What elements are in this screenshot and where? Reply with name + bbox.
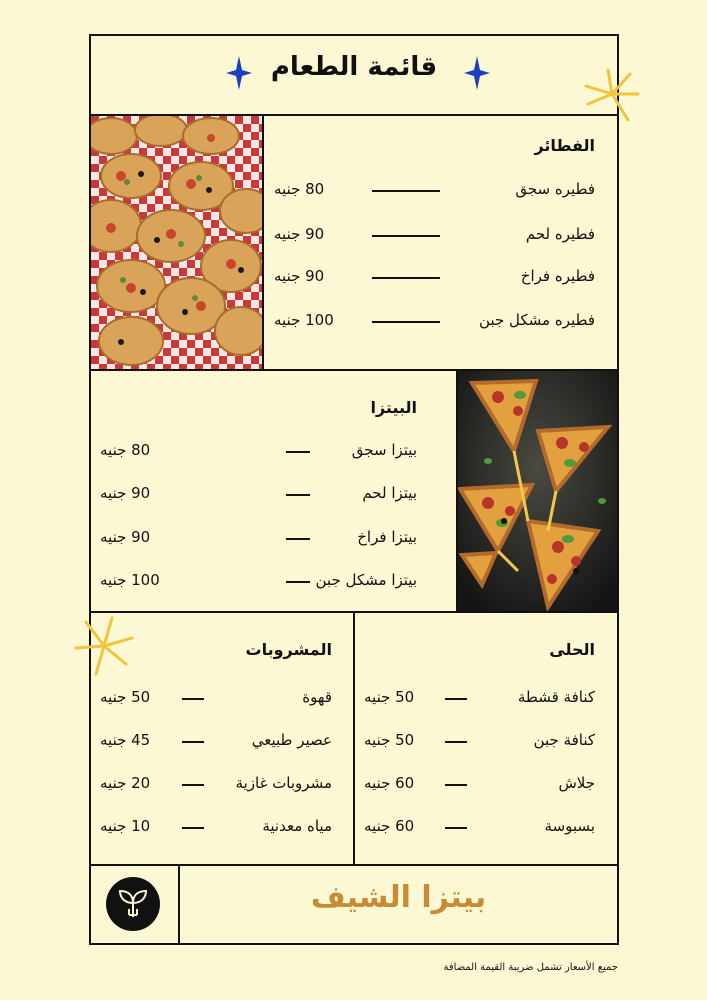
price-leader-line [286, 451, 310, 453]
menu-item-price: 50 جنيه [364, 731, 415, 749]
price-leader-line [445, 784, 467, 786]
section-title-pastries: الفطائر [534, 136, 595, 155]
price-leader-line [445, 698, 467, 700]
menu-item-price: 50 جنيه [364, 688, 415, 706]
menu-item [99, 528, 417, 548]
menu-item-name: فطيره فراخ [520, 267, 595, 285]
divider [353, 611, 355, 865]
menu-item-price: 10 جنيه [100, 817, 151, 835]
menu-item [96, 688, 332, 708]
menu-item [96, 731, 332, 751]
menu-item-name: جلاش [558, 774, 595, 792]
menu-item-name: قهوة [302, 688, 332, 706]
price-leader-line [372, 277, 440, 279]
menu-item-name: كنافة قشطة [517, 688, 595, 706]
menu-item-price: 20 جنيه [100, 774, 151, 792]
menu-item-price: 90 جنيه [100, 484, 151, 502]
price-leader-line [286, 494, 310, 496]
menu-item [363, 817, 595, 837]
menu-item [96, 817, 332, 837]
menu-item-name: فطيره لحم [525, 225, 595, 243]
menu-item [363, 688, 595, 708]
menu-item-name: مياه معدنية [262, 817, 332, 835]
menu-item-price: 90 جنيه [100, 528, 151, 546]
menu-item-name: مشروبات غازية [235, 774, 332, 792]
section-title-pizza: البيتزا [370, 398, 417, 417]
menu-item-price: 80 جنيه [100, 441, 151, 459]
menu-item-name: فطيره مشكل جبن [479, 311, 595, 329]
menu-item [363, 731, 595, 751]
menu-item-name: فطيره سجق [515, 180, 595, 198]
menu-item-price: 100 جنيه [100, 571, 160, 589]
menu-item-price: 80 جنيه [274, 180, 325, 198]
menu-item-name: بيتزا فراخ [357, 528, 417, 546]
menu-item [99, 571, 417, 591]
price-leader-line [372, 235, 440, 237]
menu-item [96, 774, 332, 794]
menu-item-name: بيتزا لحم [362, 484, 417, 502]
menu-item-name: بسبوسة [544, 817, 595, 835]
price-leader-line [286, 538, 310, 540]
price-leader-line [182, 741, 204, 743]
sparkle-icon [580, 64, 644, 128]
section-title-drinks: المشروبات [245, 640, 332, 659]
price-leader-line [445, 741, 467, 743]
price-leader-line [445, 827, 467, 829]
section-title-desserts: الحلى [549, 640, 595, 659]
menu-title: قائمة الطعام [270, 52, 438, 82]
fork-leaf-icon [106, 877, 160, 931]
menu-item-price: 60 جنيه [364, 774, 415, 792]
menu-item [83, 267, 595, 287]
price-leader-line [182, 784, 204, 786]
menu-item [83, 311, 595, 331]
logo [106, 877, 160, 931]
price-leader-line [182, 827, 204, 829]
price-leader-line [372, 321, 440, 323]
menu-item-name: بيتزا مشكل جبن [315, 571, 417, 589]
menu-item-name: عصير طبيعي [251, 731, 332, 749]
menu-item-price: 45 جنيه [100, 731, 151, 749]
price-leader-line [372, 190, 440, 192]
star-icon [464, 56, 490, 90]
menu-item-price: 50 جنيه [100, 688, 151, 706]
menu-item-price: 90 جنيه [274, 225, 325, 243]
menu-item-price: 100 جنيه [274, 311, 334, 329]
menu-item [99, 484, 417, 504]
menu-item-name: كنافة جبن [533, 731, 595, 749]
menu-item-name: بيتزا سجق [351, 441, 417, 459]
menu-item [83, 225, 595, 245]
price-leader-line [182, 698, 204, 700]
sparkle-icon [72, 616, 136, 680]
menu-item [83, 180, 595, 200]
brand-name: بيتزا الشيف [310, 880, 487, 915]
pizza-photo [458, 371, 617, 611]
price-leader-line [286, 581, 310, 583]
menu-item-price: 60 جنيه [364, 817, 415, 835]
menu-item-price: 90 جنيه [274, 267, 325, 285]
menu-item [363, 774, 595, 794]
menu-item [99, 441, 417, 461]
tax-footnote: جميع الأسعار تشمل ضريبة القيمة المضافة [443, 962, 618, 973]
